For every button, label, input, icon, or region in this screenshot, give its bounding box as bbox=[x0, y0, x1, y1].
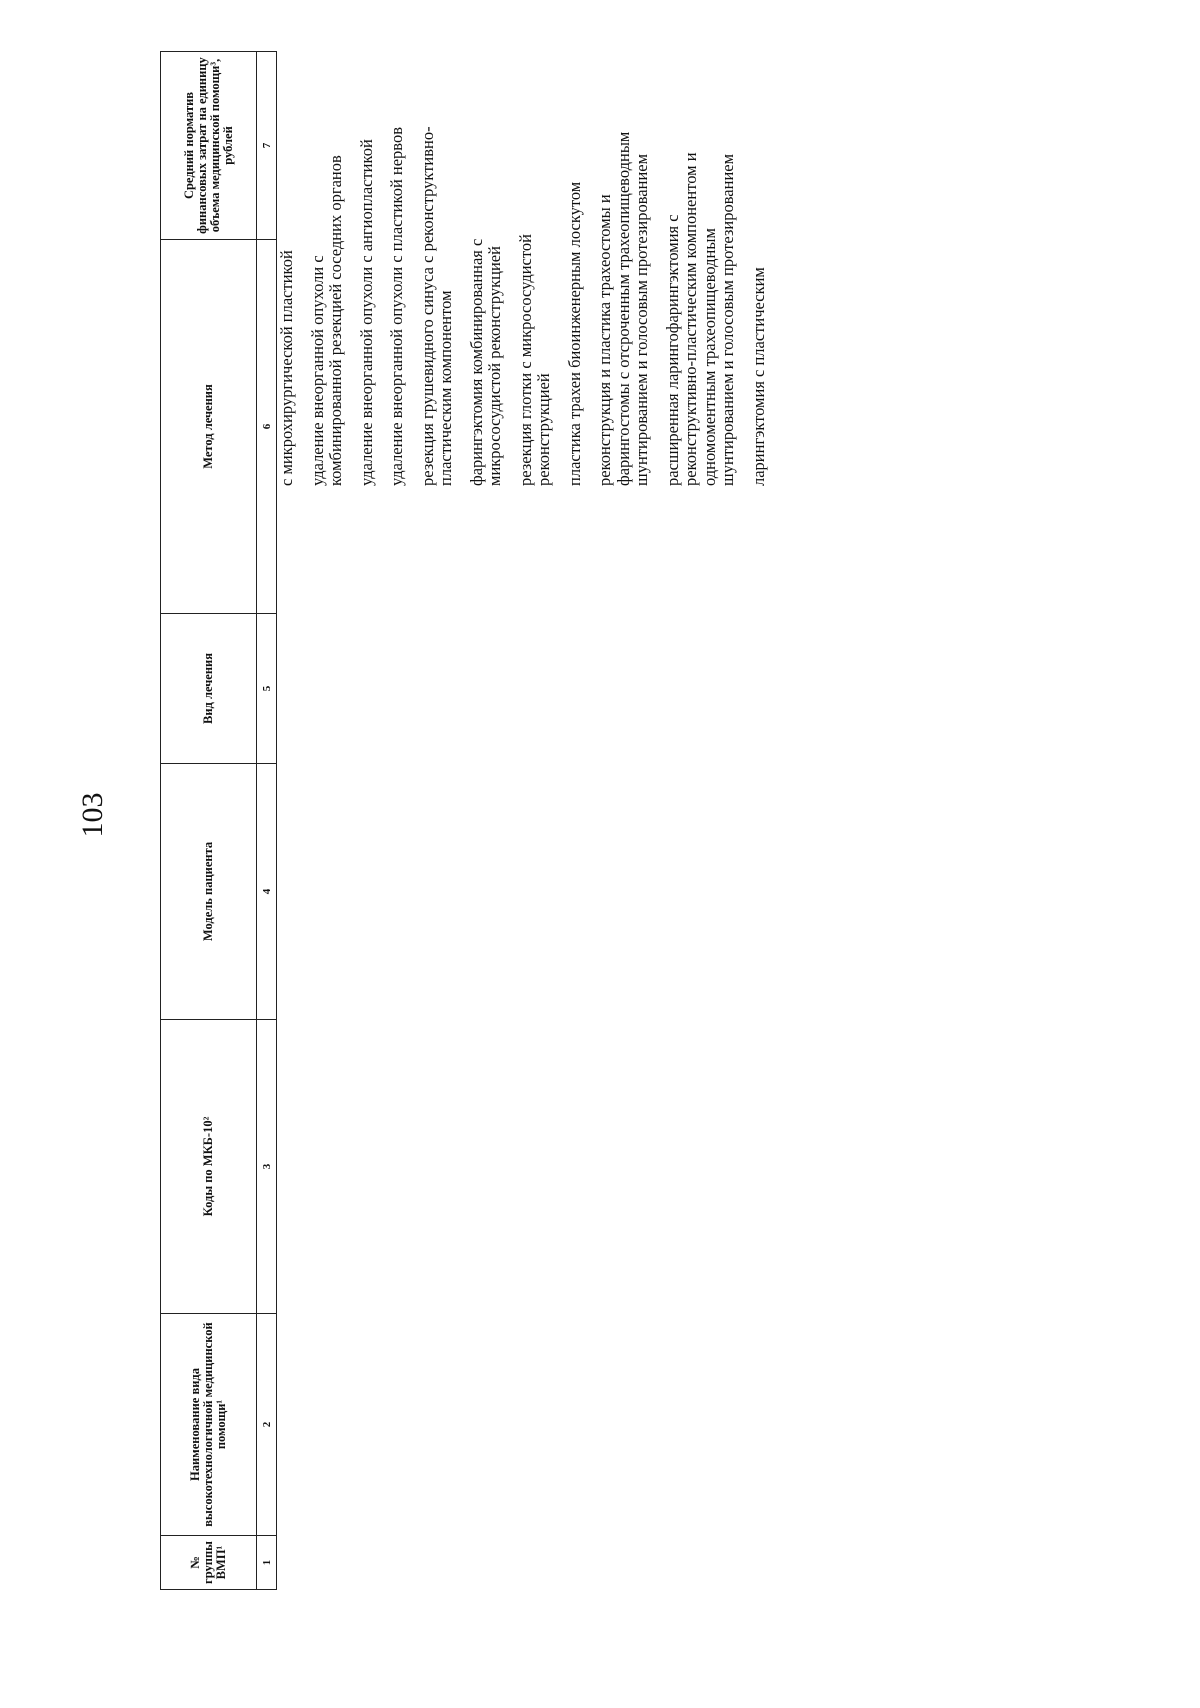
treatment-methods-list bbox=[278, 126, 780, 486]
rotated-table-area bbox=[160, 0, 1200, 1590]
col-header-cost-standard: Средний норматив финансовых затрат на единицу объема медицинской помощи³, рублей bbox=[161, 52, 257, 240]
vmp-table bbox=[160, 51, 277, 1590]
col-header-vmp-name: Наименование вида высокотехнологичной медицинской помощи¹ bbox=[161, 1314, 257, 1536]
col-number: 3 bbox=[257, 1020, 277, 1314]
col-number: 6 bbox=[257, 240, 277, 614]
col-header-group-number: № группы ВМП¹ bbox=[161, 1536, 257, 1590]
treatment-method-item: удаление внеорганной опухоли с комбинированной резекцией соседних органов bbox=[307, 155, 345, 486]
col-header-patient-model: Модель пациента bbox=[161, 764, 257, 1020]
treatment-method-item: с микрохирургической пластикой bbox=[277, 250, 296, 486]
treatment-method-item: удаление внеорганной опухоли с ангиопластикой bbox=[356, 139, 376, 486]
treatment-method-item: ларингэктомия с пластическим bbox=[748, 267, 768, 486]
treatment-method-item: фарингэктомия комбинированная с микрососудистой реконструкцией bbox=[466, 238, 504, 486]
col-number: 1 bbox=[257, 1536, 277, 1590]
col-header-treatment-method: Метод лечения bbox=[161, 240, 257, 614]
treatment-method-item: удаление внеорганной опухоли с пластикой нервов bbox=[387, 126, 406, 486]
col-number: 4 bbox=[257, 764, 277, 1020]
treatment-method-item: расширенная ларингофарингэктомия с реконструктивно-пластическим компонентом и одномоментным трахеопищеводным шунтированием и голосовым протезированием bbox=[662, 152, 737, 486]
col-header-icd-codes: Коды по МКБ-10² bbox=[161, 1020, 257, 1314]
col-number: 2 bbox=[257, 1314, 277, 1536]
treatment-method-item: пластика трахеи биоинженерным лоскутом bbox=[564, 181, 584, 486]
column-number-row bbox=[257, 52, 277, 1590]
treatment-method-item: реконструкция и пластика трахеостомы и фарингостомы с отсроченным трахеопищеводным шунтированием и голосовым протезированием bbox=[595, 131, 651, 486]
col-number: 5 bbox=[257, 614, 277, 764]
col-number: 7 bbox=[257, 52, 277, 240]
page-number: 103 bbox=[76, 792, 109, 838]
col-header-treatment-type: Вид лечения bbox=[161, 614, 257, 764]
header-row bbox=[161, 52, 257, 1590]
treatment-method-item: резекция грушевидного синуса с реконструктивно-пластическим компонентом bbox=[417, 126, 455, 486]
treatment-method-item: резекция глотки с микрососудистой реконструкцией bbox=[515, 234, 553, 486]
